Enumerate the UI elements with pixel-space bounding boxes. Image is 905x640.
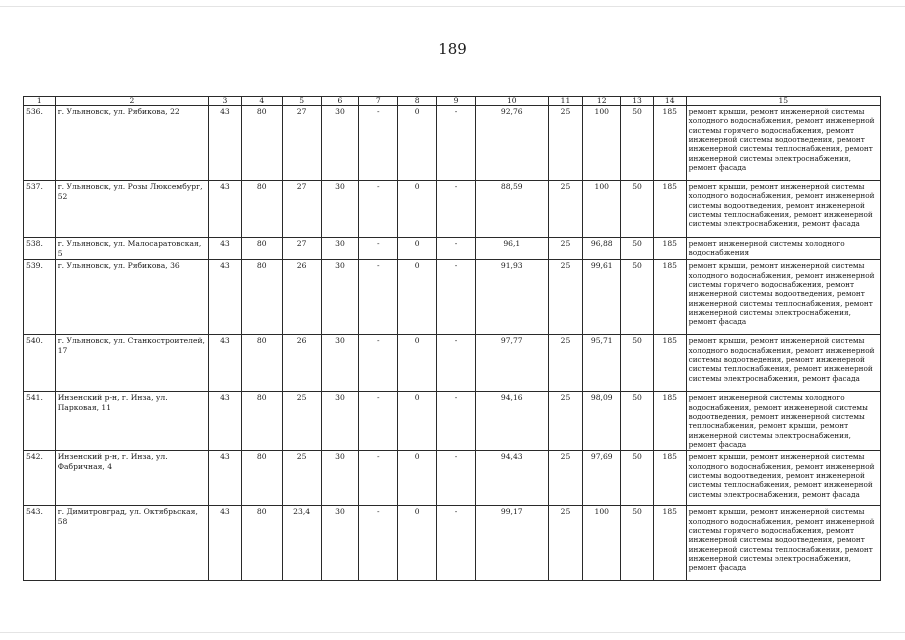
value-cell: 88,59	[475, 181, 548, 238]
column-header: 2	[55, 97, 208, 106]
value-cell: 100	[583, 106, 621, 181]
value-cell: 43	[209, 181, 242, 238]
value-cell: 185	[653, 238, 686, 260]
table-row	[24, 392, 881, 451]
value-cell: 98,09	[583, 392, 621, 451]
column-header: 15	[686, 97, 880, 106]
column-header: 14	[653, 97, 686, 106]
row-number: 537.	[24, 181, 56, 238]
value-cell: 30	[321, 451, 359, 506]
value-cell: 43	[209, 260, 242, 335]
value-cell: -	[437, 238, 476, 260]
value-cell: 43	[209, 335, 242, 392]
value-cell: 50	[621, 392, 654, 451]
table-row	[24, 451, 881, 506]
works-cell: ремонт инженерной системы холодного водоснабжения, ремонт инженерной системы водоотведения, ремонт инженерной системы теплоснабжения, ремонт крыши, ремонт инженерной системы электроснабжения, ремонт фасада	[686, 392, 880, 451]
value-cell: -	[359, 181, 398, 238]
value-cell: -	[437, 506, 476, 581]
value-cell: 25	[548, 335, 583, 392]
value-cell: 185	[653, 451, 686, 506]
value-cell: 50	[621, 181, 654, 238]
address-cell: г. Ульяновск, ул. Розы Люксембург, 52	[55, 181, 208, 238]
column-header: 6	[321, 97, 359, 106]
value-cell: 185	[653, 506, 686, 581]
value-cell: -	[359, 506, 398, 581]
value-cell: 0	[398, 238, 437, 260]
value-cell: 94,16	[475, 392, 548, 451]
address-cell: г. Ульяновск, ул. Малосаратовская, 5	[55, 238, 208, 260]
value-cell: 92,76	[475, 106, 548, 181]
table-row	[24, 335, 881, 392]
table-row	[24, 238, 881, 260]
column-header: 11	[548, 97, 583, 106]
value-cell: 30	[321, 392, 359, 451]
value-cell: 80	[241, 106, 282, 181]
scan-artifact-top	[0, 6, 905, 7]
value-cell: 50	[621, 451, 654, 506]
scan-artifact-bottom	[0, 632, 905, 633]
value-cell: 30	[321, 181, 359, 238]
table-row	[24, 260, 881, 335]
address-cell: г. Ульяновск, ул. Рябикова, 22	[55, 106, 208, 181]
value-cell: 25	[548, 506, 583, 581]
value-cell: 25	[548, 392, 583, 451]
row-number: 542.	[24, 451, 56, 506]
value-cell: -	[359, 335, 398, 392]
column-header: 4	[241, 97, 282, 106]
value-cell: 27	[282, 181, 321, 238]
row-number: 539.	[24, 260, 56, 335]
column-header: 5	[282, 97, 321, 106]
value-cell: 27	[282, 106, 321, 181]
works-cell: ремонт крыши, ремонт инженерной системы холодного водоснабжения, ремонт инженерной системы водоотведения, ремонт инженерной системы теплоснабжения, ремонт инженерной системы электроснабжения, ремонт фасада	[686, 335, 880, 392]
value-cell: 30	[321, 506, 359, 581]
value-cell: -	[437, 451, 476, 506]
value-cell: 0	[398, 106, 437, 181]
address-cell: г. Димитровград, ул. Октябрьская, 58	[55, 506, 208, 581]
table-row	[24, 506, 881, 581]
value-cell: -	[437, 106, 476, 181]
value-cell: -	[437, 335, 476, 392]
row-number: 540.	[24, 335, 56, 392]
value-cell: 27	[282, 238, 321, 260]
value-cell: 23,4	[282, 506, 321, 581]
value-cell: 97,77	[475, 335, 548, 392]
value-cell: -	[359, 238, 398, 260]
column-header: 10	[475, 97, 548, 106]
works-cell: ремонт инженерной системы холодного водоснабжения	[686, 238, 880, 260]
value-cell: 99,61	[583, 260, 621, 335]
value-cell: 95,71	[583, 335, 621, 392]
value-cell: 80	[241, 260, 282, 335]
column-header: 12	[583, 97, 621, 106]
row-number: 536.	[24, 106, 56, 181]
row-number: 541.	[24, 392, 56, 451]
value-cell: -	[359, 451, 398, 506]
value-cell: 50	[621, 260, 654, 335]
column-header: 7	[359, 97, 398, 106]
page-number: 189	[438, 40, 467, 58]
value-cell: 100	[583, 181, 621, 238]
value-cell: -	[437, 260, 476, 335]
value-cell: 97,69	[583, 451, 621, 506]
value-cell: 43	[209, 451, 242, 506]
value-cell: -	[359, 392, 398, 451]
value-cell: 0	[398, 506, 437, 581]
value-cell: 25	[548, 181, 583, 238]
value-cell: 26	[282, 335, 321, 392]
works-cell: ремонт крыши, ремонт инженерной системы холодного водоснабжения, ремонт инженерной системы водоотведения, ремонт инженерной системы теплоснабжения, ремонт инженерной системы электроснабжения, ремонт фасада	[686, 451, 880, 506]
row-number: 538.	[24, 238, 56, 260]
value-cell: 100	[583, 506, 621, 581]
value-cell: 185	[653, 392, 686, 451]
value-cell: 25	[548, 106, 583, 181]
column-header: 9	[437, 97, 476, 106]
register-table	[23, 96, 881, 581]
value-cell: 0	[398, 451, 437, 506]
value-cell: 185	[653, 106, 686, 181]
value-cell: 43	[209, 106, 242, 181]
works-cell: ремонт крыши, ремонт инженерной системы холодного водоснабжения, ремонт инженерной системы горячего водоснабжения, ремонт инженерной системы водоотведения, ремонт инженерной системы теплоснабжения, ремонт инженерной системы электроснабжения, ремонт фасада	[686, 506, 880, 581]
value-cell: 0	[398, 335, 437, 392]
value-cell: 25	[282, 392, 321, 451]
value-cell: 80	[241, 451, 282, 506]
value-cell: 80	[241, 238, 282, 260]
column-number-row	[24, 97, 881, 106]
value-cell: 80	[241, 392, 282, 451]
value-cell: -	[359, 106, 398, 181]
works-cell: ремонт крыши, ремонт инженерной системы холодного водоснабжения, ремонт инженерной системы горячего водоснабжения, ремонт инженерной системы водоотведения, ремонт инженерной системы теплоснабжения, ремонт инженерной системы электроснабжения, ремонт фасада	[686, 106, 880, 181]
value-cell: 80	[241, 335, 282, 392]
table-row	[24, 181, 881, 238]
value-cell: 50	[621, 106, 654, 181]
value-cell: 43	[209, 392, 242, 451]
value-cell: 185	[653, 181, 686, 238]
value-cell: 0	[398, 260, 437, 335]
value-cell: 99,17	[475, 506, 548, 581]
value-cell: 30	[321, 238, 359, 260]
table-row	[24, 106, 881, 181]
address-cell: г. Ульяновск, ул. Рябикова, 36	[55, 260, 208, 335]
row-number: 543.	[24, 506, 56, 581]
column-header: 8	[398, 97, 437, 106]
works-cell: ремонт крыши, ремонт инженерной системы холодного водоснабжения, ремонт инженерной системы горячего водоснабжения, ремонт инженерной системы водоотведения, ремонт инженерной системы теплоснабжения, ремонт инженерной системы электроснабжения, ремонт фасада	[686, 260, 880, 335]
value-cell: 91,93	[475, 260, 548, 335]
value-cell: 30	[321, 260, 359, 335]
value-cell: 30	[321, 335, 359, 392]
address-cell: Инзенский р-н, г. Инза, ул. Фабричная, 4	[55, 451, 208, 506]
works-cell: ремонт крыши, ремонт инженерной системы холодного водоснабжения, ремонт инженерной системы водоотведения, ремонт инженерной системы теплоснабжения, ремонт инженерной системы электроснабжения, ремонт фасада	[686, 181, 880, 238]
value-cell: 25	[548, 238, 583, 260]
value-cell: 50	[621, 335, 654, 392]
value-cell: 185	[653, 335, 686, 392]
value-cell: 94,43	[475, 451, 548, 506]
value-cell: 96,88	[583, 238, 621, 260]
value-cell: 96,1	[475, 238, 548, 260]
value-cell: -	[437, 181, 476, 238]
column-header: 1	[24, 97, 56, 106]
value-cell: 80	[241, 181, 282, 238]
value-cell: 80	[241, 506, 282, 581]
address-cell: г. Ульяновск, ул. Станкостроителей, 17	[55, 335, 208, 392]
value-cell: 43	[209, 238, 242, 260]
value-cell: -	[359, 260, 398, 335]
value-cell: 185	[653, 260, 686, 335]
value-cell: 25	[548, 451, 583, 506]
value-cell: 0	[398, 392, 437, 451]
value-cell: 25	[548, 260, 583, 335]
value-cell: -	[437, 392, 476, 451]
value-cell: 0	[398, 181, 437, 238]
value-cell: 50	[621, 238, 654, 260]
value-cell: 25	[282, 451, 321, 506]
address-cell: Инзенский р-н, г. Инза, ул. Парковая, 11	[55, 392, 208, 451]
value-cell: 50	[621, 506, 654, 581]
value-cell: 43	[209, 506, 242, 581]
column-header: 3	[209, 97, 242, 106]
value-cell: 30	[321, 106, 359, 181]
value-cell: 26	[282, 260, 321, 335]
column-header: 13	[621, 97, 654, 106]
